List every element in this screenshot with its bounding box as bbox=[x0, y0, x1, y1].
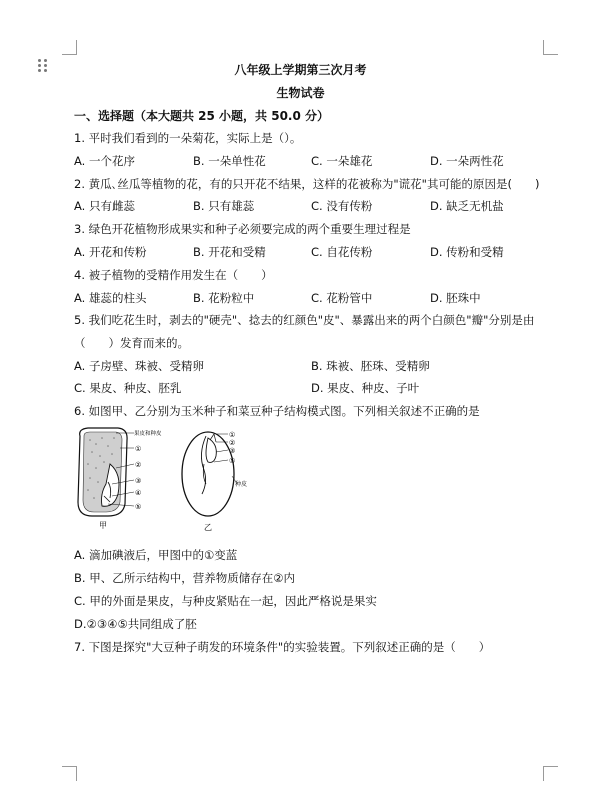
seed-structure-figure bbox=[70, 424, 260, 536]
label-jia: 甲 bbox=[99, 521, 107, 530]
label-zhongpi: 种皮 bbox=[235, 481, 248, 488]
label-yi: 乙 bbox=[204, 523, 212, 532]
exam-subtitle: 生物试卷 bbox=[276, 86, 325, 100]
question-stem: 2. 黄瓜､丝瓜等植物的花，有的只开花不结果，这样的花被称为"谎花"其可能的原因是( ) bbox=[74, 177, 540, 191]
marker: ① bbox=[229, 431, 236, 439]
marker: ② bbox=[229, 439, 236, 447]
page-corner-mark bbox=[62, 40, 77, 55]
page-corner-mark bbox=[543, 40, 558, 55]
question-stem: 3. 绿色开花植物形成果实和种子必须要完成的两个重要生理过程是 bbox=[74, 222, 411, 236]
marker: ④ bbox=[135, 489, 142, 497]
option-c: C. 花粉管中 bbox=[311, 291, 373, 305]
question-stem-continued: （ ）发育而来的。 bbox=[74, 336, 189, 350]
page-corner-mark bbox=[543, 766, 558, 781]
question-stem: 4. 被子植物的受精作用发生在（ ） bbox=[74, 268, 273, 282]
option-a: A. 子房壁、珠被、受精卵 bbox=[74, 359, 204, 373]
label-guopi: 果皮和种皮 bbox=[134, 431, 162, 437]
option-d: D. 传粉和受精 bbox=[430, 245, 504, 259]
marker: ⑤ bbox=[229, 457, 236, 465]
option-a: A. 一个花序 bbox=[74, 154, 135, 168]
option-b: B. 珠被、胚珠、受精卵 bbox=[311, 359, 430, 373]
marker: ③ bbox=[229, 447, 236, 455]
option-b: B. 只有雄蕊 bbox=[193, 199, 255, 213]
section-title: 一、选择题（本大题共 25 小题，共 50.0 分） bbox=[74, 109, 330, 123]
option-a: A. 只有雌蕊 bbox=[74, 199, 135, 213]
option-b: B. 一朵单性花 bbox=[193, 154, 266, 168]
option-c: C. 没有传粉 bbox=[311, 199, 373, 213]
exam-title: 八年级上学期第三次月考 bbox=[234, 63, 367, 77]
option-d: D. 缺乏无机盐 bbox=[430, 199, 504, 213]
question-stem: 1. 平时我们看到的一朵菊花，实际上是（）。 bbox=[74, 131, 302, 145]
marker: ⑤ bbox=[135, 503, 142, 511]
option-c: C. 一朵雄花 bbox=[311, 154, 373, 168]
option-b: B. 甲、乙所示结构中，营养物质储存在②内 bbox=[74, 571, 296, 585]
seed-diagram bbox=[70, 424, 260, 536]
option-a: A. 开花和传粉 bbox=[74, 245, 147, 259]
option-d: D. 胚珠中 bbox=[430, 291, 481, 305]
question-stem: 5. 我们吃花生时，剥去的"硬壳"、捻去的红颜色"皮"、暴露出来的两个白颜色"瓣"分别是由 bbox=[74, 313, 535, 327]
marker: ② bbox=[135, 461, 142, 469]
marker: ③ bbox=[135, 477, 142, 485]
option-b: B. 开花和受精 bbox=[193, 245, 266, 259]
page-corner-mark bbox=[62, 766, 77, 781]
question-stem: 6. 如图甲、乙分别为玉米种子和菜豆种子结构模式图。下列相关叙述不正确的是 bbox=[74, 404, 480, 418]
option-a: A. 雄蕊的柱头 bbox=[74, 291, 147, 305]
option-c: C. 甲的外面是果皮，与种皮紧贴在一起，因此严格说是果实 bbox=[74, 594, 377, 608]
question-stem: 7. 下图是探究"大豆种子萌发的环境条件"的实验装置。下列叙述正确的是（ ） bbox=[74, 640, 491, 654]
option-c: C. 果皮、种皮、胚乳 bbox=[74, 381, 182, 395]
option-d: D. 一朵两性花 bbox=[430, 154, 504, 168]
option-b: B. 花粉粒中 bbox=[193, 291, 255, 305]
option-d: D. 果皮、种皮、子叶 bbox=[311, 381, 420, 395]
option-a: A. 滴加碘液后，甲图中的①变蓝 bbox=[74, 548, 238, 562]
option-c: C. 自花传粉 bbox=[311, 245, 373, 259]
option-d: D.②③④⑤共同组成了胚 bbox=[74, 617, 197, 631]
marker: ① bbox=[135, 445, 142, 453]
